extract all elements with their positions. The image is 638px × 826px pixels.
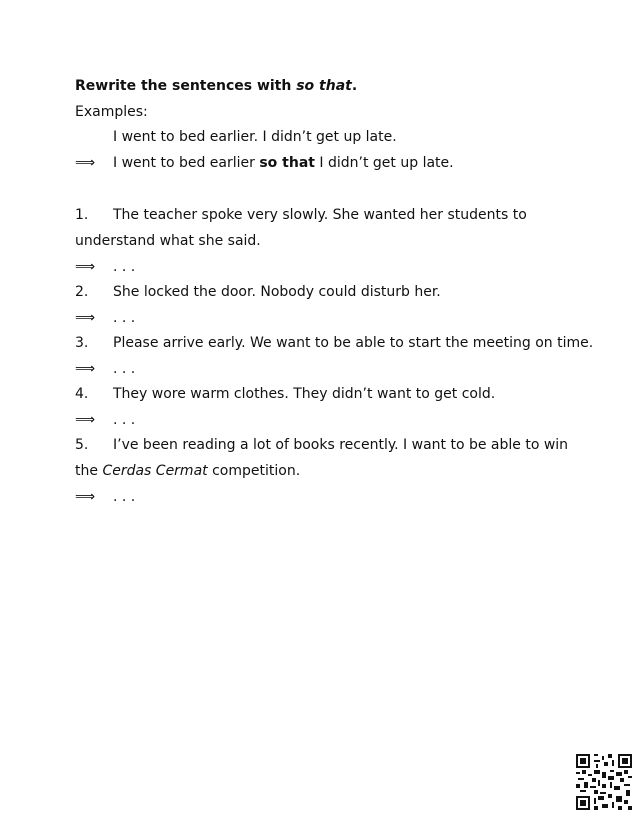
- heading-emphasis: so that: [296, 78, 352, 94]
- answer-blank: . . .: [113, 310, 136, 326]
- example-rewrite-prefix: I went to bed earlier: [113, 155, 260, 171]
- exercise-5-continuation: [75, 461, 300, 481]
- worksheet-heading: [75, 76, 357, 96]
- example-rewrite-sentence: [113, 153, 454, 173]
- exercise-sentence: They wore warm clothes. They didn’t want to get cold.: [113, 386, 496, 402]
- answer-blank: . . .: [113, 489, 136, 505]
- exercise-sentence: I’ve been reading a lot of books recently. I want to be able to win: [113, 437, 569, 453]
- exercise-sentence: She locked the door. Nobody could disturb her.: [113, 284, 441, 300]
- exercise-sentence: The teacher spoke very slowly. She wanted her students to: [113, 207, 527, 223]
- example-original-sentence: I went to bed earlier. I didn’t get up late.: [113, 129, 397, 145]
- continuation-suffix: competition.: [207, 463, 301, 479]
- arrow-icon: ⟹: [75, 489, 96, 505]
- answer-blank: . . .: [113, 361, 136, 377]
- heading-text: Rewrite the sentences with: [75, 78, 297, 94]
- exercise-number: 5.: [75, 437, 89, 453]
- answer-blank: . . .: [113, 259, 136, 275]
- arrow-icon: ⟹: [75, 310, 96, 326]
- heading-suffix: .: [351, 78, 358, 94]
- arrow-icon: ⟹: [75, 412, 96, 428]
- arrow-icon: ⟹: [75, 155, 96, 171]
- arrow-icon: ⟹: [75, 259, 96, 275]
- exercise-sentence: Please arrive early. We want to be able to start the meeting on time.: [113, 335, 594, 351]
- exercise-1-continuation: understand what she said.: [75, 233, 261, 249]
- qr-code-icon: [576, 754, 632, 810]
- arrow-icon: ⟹: [75, 361, 96, 377]
- exercise-number: 3.: [75, 335, 89, 351]
- examples-label: Examples:: [75, 104, 148, 120]
- competition-name: Cerdas Cermat: [102, 463, 208, 479]
- example-rewrite-suffix: I didn’t get up late.: [314, 155, 454, 171]
- exercise-number: 1.: [75, 207, 89, 223]
- exercise-number: 4.: [75, 386, 89, 402]
- example-rewrite-bold: so that: [259, 155, 315, 171]
- continuation-prefix: the: [75, 463, 103, 479]
- answer-blank: . . .: [113, 412, 136, 428]
- exercise-number: 2.: [75, 284, 89, 300]
